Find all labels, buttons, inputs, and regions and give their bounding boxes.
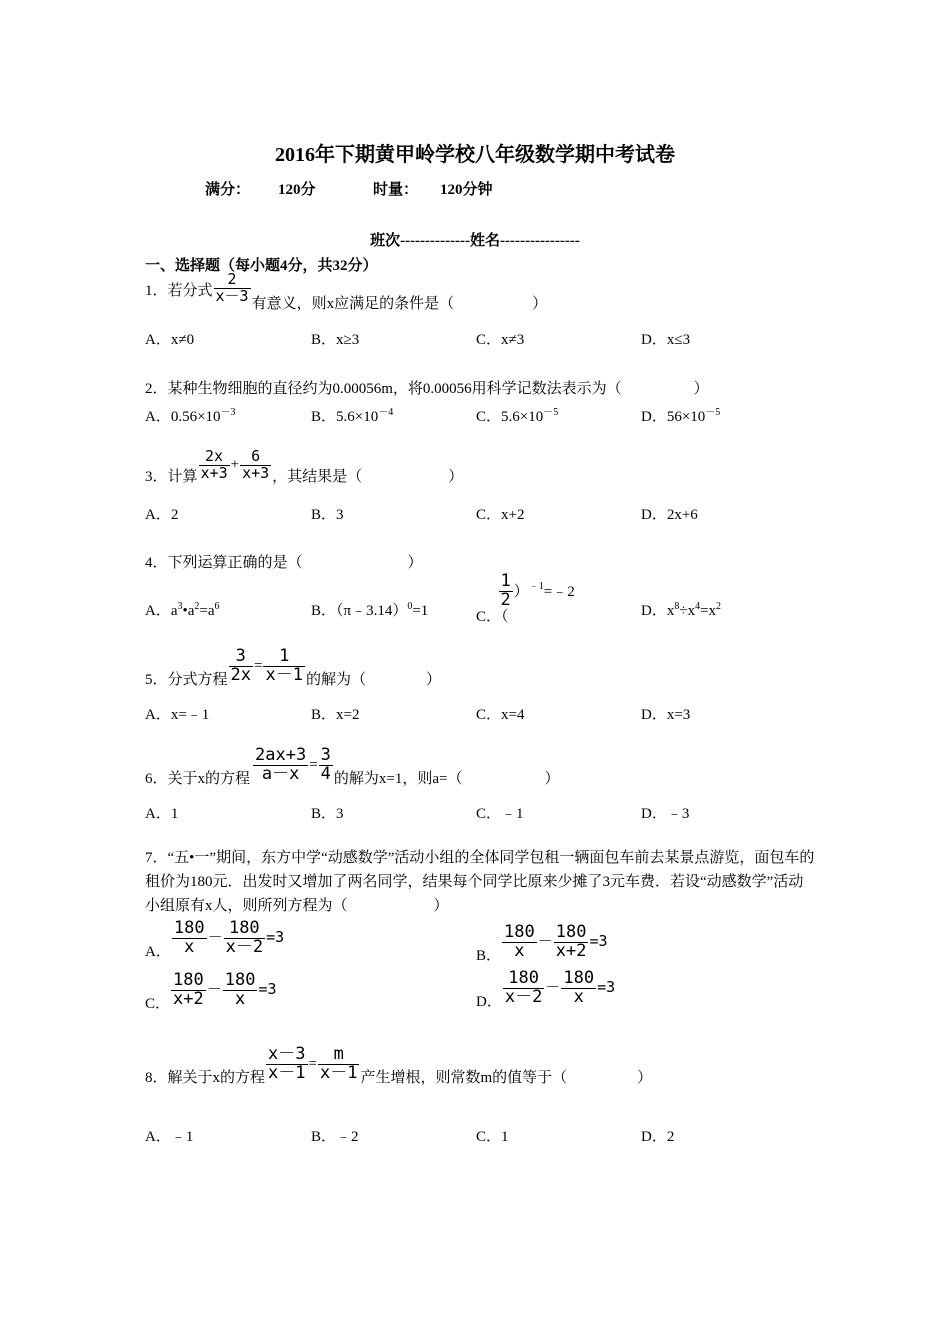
q7-a-tail: =3 bbox=[266, 927, 285, 946]
q2-option-a[interactable] bbox=[145, 403, 236, 426]
q6-pre: 6．关于x的方程 bbox=[145, 770, 251, 787]
q3-option-b[interactable]: B．3 bbox=[311, 507, 344, 523]
q7-option-d[interactable] bbox=[476, 968, 616, 1010]
q2-option-d[interactable] bbox=[641, 403, 720, 426]
question-3 bbox=[145, 447, 464, 485]
q4-c-denominator: 2 bbox=[500, 589, 511, 610]
q7-d-f2-den: x bbox=[573, 986, 584, 1007]
q1-numerator: 2 bbox=[214, 272, 251, 289]
q1-fraction bbox=[214, 272, 251, 305]
exam-title: 2016年下期黄甲岭学校八年级数学期中考试卷 bbox=[275, 144, 675, 166]
q8-pre: 8．解关于x的方程 bbox=[145, 1069, 266, 1086]
q5-option-d[interactable]: D．x=3 bbox=[641, 707, 691, 723]
q7-c-minus: － bbox=[206, 981, 222, 998]
q1-pre: 1．若分式 bbox=[145, 282, 213, 299]
q8-f1-numerator: x－3 bbox=[268, 1044, 306, 1064]
q8-option-c[interactable]: C．1 bbox=[476, 1129, 509, 1145]
q2-option-c[interactable] bbox=[476, 403, 558, 426]
q4-c-base: C．（ bbox=[476, 608, 509, 625]
q6-f2-numerator: 3 bbox=[320, 745, 331, 765]
q4-c-exp: ﹣1 bbox=[528, 580, 544, 592]
q4-text: 4．下列运算正确的是（ bbox=[145, 555, 303, 571]
q3-f2-denominator: x+3 bbox=[242, 463, 270, 482]
q6-option-b[interactable]: B．3 bbox=[311, 806, 344, 822]
q4-d-exp3: 2 bbox=[716, 601, 722, 612]
question-8 bbox=[145, 1044, 653, 1086]
q7-d-minus: － bbox=[545, 979, 561, 996]
q6-option-d[interactable]: D．﹣3 bbox=[641, 806, 690, 822]
q6-option-c[interactable]: C．﹣1 bbox=[476, 806, 524, 822]
q8-fraction-1 bbox=[266, 1046, 307, 1083]
q4-a-base: A．a bbox=[145, 603, 178, 619]
q7-b-fraction-1 bbox=[502, 924, 537, 961]
q7-option-b[interactable] bbox=[476, 922, 608, 964]
q8-close: ） bbox=[637, 1069, 653, 1086]
q2-option-b[interactable] bbox=[311, 403, 393, 426]
q2-option-a-text: A．0.56×10 bbox=[145, 409, 221, 425]
full-score-value: 120分 bbox=[278, 182, 316, 198]
q1-post: 有意义，则x应满足的条件是（ bbox=[251, 295, 455, 312]
q7-d-f1-num: 180 bbox=[503, 970, 544, 989]
q4-a-mid1: •a bbox=[182, 603, 195, 619]
q6-equals: = bbox=[309, 756, 318, 773]
q7-d-fraction-1 bbox=[503, 970, 544, 1007]
q3-option-c[interactable]: C．x+2 bbox=[476, 507, 525, 523]
q7-a-fraction-1 bbox=[172, 920, 207, 957]
q8-f2-numerator: m bbox=[318, 1046, 359, 1065]
q6-option-a[interactable]: A．1 bbox=[145, 806, 179, 822]
q4-b-exp: 0 bbox=[407, 601, 413, 612]
q4-close: ） bbox=[407, 555, 423, 571]
q1-option-b[interactable]: B．x≥3 bbox=[311, 332, 360, 348]
q5-f1-numerator: 3 bbox=[229, 648, 253, 667]
q4-c-tail: =﹣2 bbox=[543, 583, 575, 600]
q8-option-a[interactable]: A．﹣1 bbox=[145, 1129, 194, 1145]
q5-f1-denominator: 2x bbox=[230, 664, 251, 685]
q7-c-f1-den: x+2 bbox=[173, 988, 204, 1009]
q7-close: ） bbox=[433, 898, 449, 914]
q7-a-fraction-2 bbox=[224, 920, 265, 957]
q8-option-d[interactable]: D．2 bbox=[641, 1129, 675, 1145]
q7-b-minus: － bbox=[537, 933, 553, 950]
q7-a-label: A． bbox=[145, 943, 171, 960]
q4-option-c[interactable] bbox=[476, 571, 575, 625]
q3-f1-denominator: x+3 bbox=[200, 463, 228, 482]
q1-denominator: x－3 bbox=[215, 286, 249, 305]
q7-c-fraction-1 bbox=[171, 972, 206, 1009]
q6-fraction-1 bbox=[253, 747, 308, 784]
q7-a-f2-den: x－2 bbox=[225, 936, 264, 957]
q7-option-c[interactable] bbox=[145, 970, 277, 1012]
q2-option-b-text: B．5.6×10 bbox=[311, 409, 379, 425]
q3-plus: + bbox=[230, 456, 240, 473]
q4-d-mid2: =x bbox=[700, 603, 717, 619]
q5-option-a[interactable]: A．x=﹣1 bbox=[145, 707, 210, 723]
q2-option-d-exp: －5 bbox=[705, 407, 721, 418]
q8-post: 产生增根，则常数m的值等于（ bbox=[360, 1069, 568, 1086]
q7-a-f1-den: x bbox=[184, 936, 195, 957]
q5-f2-denominator: x－1 bbox=[265, 664, 303, 685]
q7-d-label: D． bbox=[476, 993, 502, 1010]
q7-text: 7．“五•一”期间，东方中学“动感数学”活动小组的全体同学包租一辆面包车前去某景点游览，面包车的租价为180元．出发时又增加了两名同学，结果每个同学比原来少摊了3元车费．若设“动感数学”活动小组原有x人，则所列方程为（ bbox=[145, 850, 815, 914]
question-2 bbox=[145, 377, 709, 398]
q4-option-a[interactable] bbox=[145, 599, 220, 620]
question-7 bbox=[145, 846, 815, 918]
q7-d-f2-num: 180 bbox=[563, 968, 595, 988]
q2-option-a-exp: －3 bbox=[220, 407, 236, 418]
q3-f1-numerator: 2x bbox=[199, 449, 230, 466]
q3-pre: 3．计算 bbox=[145, 468, 198, 485]
question-4 bbox=[145, 551, 423, 572]
q4-d-mid1: ÷x bbox=[679, 603, 696, 619]
q7-a-f2-num: 180 bbox=[224, 920, 265, 939]
q7-option-a[interactable] bbox=[145, 918, 285, 960]
q7-c-f2-num: 180 bbox=[224, 970, 256, 990]
q4-c-numerator: 1 bbox=[500, 571, 511, 591]
q6-f2-denominator: 4 bbox=[320, 763, 331, 784]
q4-a-exp2: 2 bbox=[194, 601, 200, 612]
q5-close: ） bbox=[425, 671, 441, 688]
q2-option-c-text: C．5.6×10 bbox=[476, 409, 544, 425]
q5-fraction-1 bbox=[229, 648, 253, 685]
q2-option-c-exp: －5 bbox=[543, 407, 559, 418]
q7-d-tail: =3 bbox=[597, 977, 616, 996]
time-label: 时量： bbox=[373, 182, 419, 198]
q7-c-label: C． bbox=[145, 995, 171, 1012]
question-5 bbox=[145, 646, 441, 688]
q7-c-f1-num: 180 bbox=[173, 970, 204, 990]
q5-post: 的解为（ bbox=[305, 671, 366, 688]
time-value: 120分钟 bbox=[440, 182, 493, 198]
q4-c-paren: ） bbox=[513, 583, 529, 600]
q5-fraction-2 bbox=[263, 648, 304, 685]
q2-close: ） bbox=[693, 381, 709, 397]
q3-option-d[interactable]: D．2x+6 bbox=[641, 507, 698, 523]
q5-pre: 5．分式方程 bbox=[145, 671, 228, 688]
question-1 bbox=[145, 270, 548, 312]
class-name-line: 班次--------------姓名---------------- bbox=[370, 233, 580, 249]
q3-fraction-1 bbox=[199, 449, 230, 482]
q4-option-d[interactable] bbox=[641, 599, 721, 620]
q8-f2-denominator: x－1 bbox=[319, 1062, 358, 1083]
q1-close: ） bbox=[532, 295, 548, 312]
q5-equals: = bbox=[254, 657, 263, 674]
q7-a-minus: － bbox=[207, 929, 223, 946]
q7-d-fraction-2 bbox=[561, 970, 596, 1007]
q4-d-base: D．x bbox=[641, 603, 675, 619]
q2-option-b-exp: －4 bbox=[378, 407, 394, 418]
q4-b-base: B．（π﹣3.14） bbox=[311, 603, 408, 619]
q2-option-d-text: D．56×10 bbox=[641, 409, 706, 425]
q7-d-f1-den: x－2 bbox=[504, 986, 543, 1007]
q4-option-b[interactable] bbox=[311, 599, 428, 620]
q8-f1-denominator: x－1 bbox=[268, 1062, 306, 1083]
q5-f2-numerator: 1 bbox=[263, 648, 304, 667]
q5-option-c[interactable]: C．x=4 bbox=[476, 707, 525, 723]
q3-close: ） bbox=[448, 468, 464, 485]
q6-f1-numerator: 2ax+3 bbox=[255, 745, 307, 765]
q7-a-f1-num: 180 bbox=[173, 918, 205, 938]
q7-c-f2-den: x bbox=[234, 988, 246, 1009]
q4-b-tail: =1 bbox=[412, 603, 429, 619]
section-heading: 一、选择题（每小题4分，共32分） bbox=[145, 258, 378, 274]
q8-option-b[interactable]: B．﹣2 bbox=[311, 1129, 359, 1145]
q4-a-mid2: =a bbox=[199, 603, 215, 619]
q1-option-a[interactable]: A．x≠0 bbox=[145, 332, 195, 348]
q3-post: ，其结果是（ bbox=[272, 468, 363, 485]
question-6 bbox=[145, 745, 560, 787]
q7-b-label: B． bbox=[476, 947, 502, 964]
q4-d-exp2: 4 bbox=[695, 601, 701, 612]
q5-option-b[interactable]: B．x=2 bbox=[311, 707, 360, 723]
q3-fraction-2 bbox=[240, 449, 271, 482]
q6-close: ） bbox=[544, 770, 560, 787]
q1-option-c[interactable]: C．x≠3 bbox=[476, 332, 525, 348]
q4-c-fraction bbox=[499, 573, 513, 610]
q7-c-tail: =3 bbox=[258, 979, 277, 998]
full-score-label: 满分： bbox=[205, 182, 251, 198]
q3-option-a[interactable]: A．2 bbox=[145, 507, 179, 523]
q6-f1-denominator: a－x bbox=[261, 763, 300, 784]
q3-f2-numerator: 6 bbox=[240, 449, 271, 466]
q4-d-exp1: 8 bbox=[674, 601, 680, 612]
q7-b-tail: =3 bbox=[589, 931, 608, 950]
q7-b-f2-num: 180 bbox=[555, 922, 587, 942]
q8-fraction-2 bbox=[318, 1046, 359, 1083]
q7-b-f1-num: 180 bbox=[504, 922, 535, 942]
q4-a-exp3: 6 bbox=[214, 601, 220, 612]
q1-option-d[interactable]: D．x≤3 bbox=[641, 332, 691, 348]
q7-b-f1-den: x bbox=[514, 940, 525, 961]
q8-equals: = bbox=[308, 1055, 317, 1072]
q4-a-exp1: 3 bbox=[177, 601, 183, 612]
q7-b-fraction-2 bbox=[554, 924, 589, 961]
q7-c-fraction-2 bbox=[223, 972, 258, 1009]
q7-b-f2-den: x+2 bbox=[555, 940, 587, 961]
q2-text: 2．某种生物细胞的直径约为0.00056m，将0.00056用科学记数法表示为（ bbox=[145, 381, 622, 397]
q6-post: 的解为x=1，则a=（ bbox=[333, 770, 463, 787]
q6-fraction-2 bbox=[319, 747, 333, 784]
